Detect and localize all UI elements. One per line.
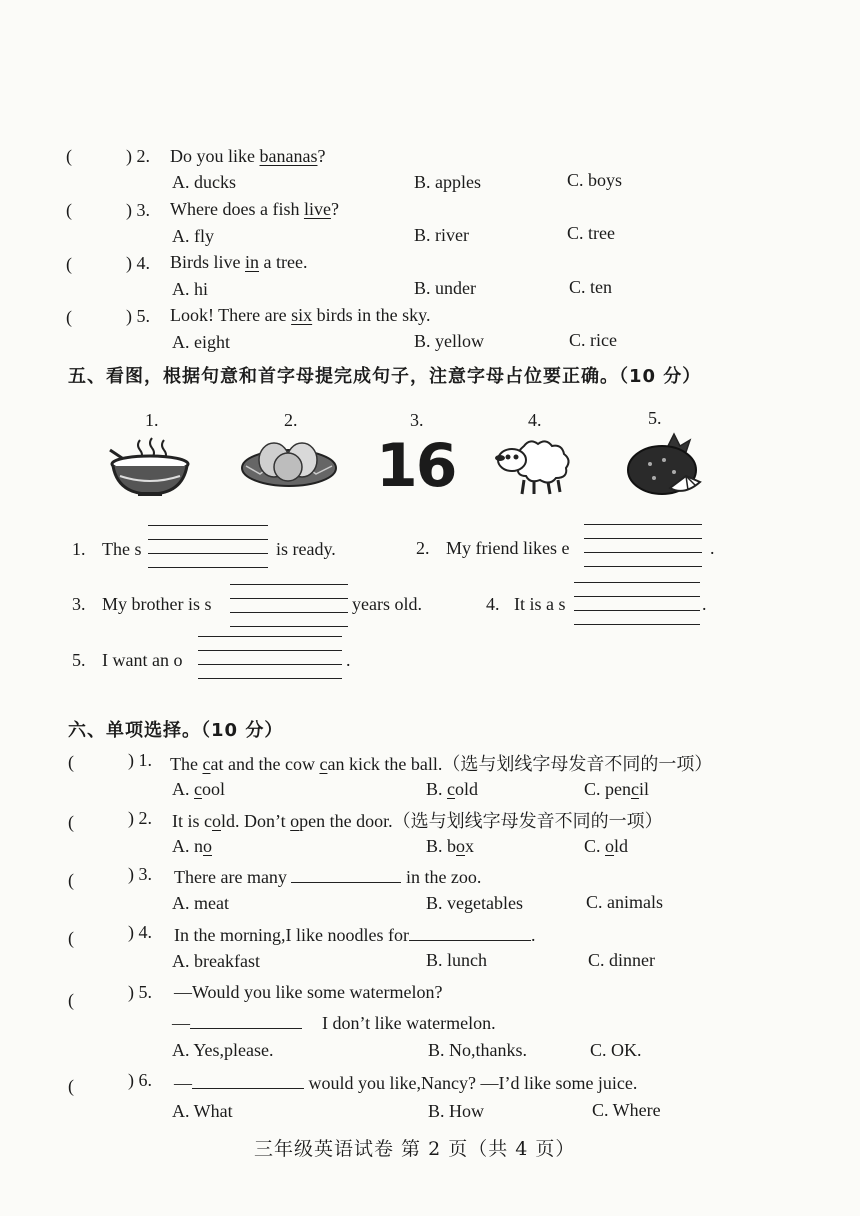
picture-number: 2.: [284, 410, 298, 430]
question-text: Do you like bananas?: [170, 146, 326, 166]
underlined-word: bananas: [259, 146, 318, 166]
sentence-number: 5.: [72, 650, 86, 670]
watermelon-icon: [624, 432, 704, 496]
option-b: B. river: [414, 225, 469, 245]
underlined-word: live: [303, 199, 331, 219]
option-a: A. hi: [172, 279, 208, 299]
question-text: In the morning,I like noodles for .: [174, 922, 535, 946]
sentence-suffix: is ready.: [276, 539, 336, 559]
sentence-prefix: The s: [102, 539, 142, 559]
question-text: —Would you like some watermelon?: [174, 982, 443, 1002]
option-b: B. apples: [414, 172, 481, 192]
eggs-in-nest-icon: [240, 434, 338, 490]
option-b: B. How: [428, 1101, 485, 1121]
sentence-prefix: My friend likes e: [446, 538, 570, 558]
option-c: C. rice: [569, 330, 617, 350]
sentence-prefix: It is a s: [514, 594, 566, 614]
option-b: B. lunch: [426, 950, 487, 970]
option-c: C. dinner: [588, 950, 655, 970]
sheep-icon: [494, 436, 578, 496]
option-c: C. pencil: [584, 779, 650, 799]
option-c: C. animals: [586, 892, 663, 912]
option-a: A. fly: [172, 226, 214, 246]
question-text: — would you like,Nancy? —I’d like some juice.: [174, 1070, 637, 1094]
question-text: There are many in the zoo.: [174, 864, 481, 888]
option-b: B. cold: [426, 779, 479, 799]
question-number: ) 4.: [128, 922, 152, 942]
question-number: ) 3.: [128, 864, 152, 884]
writing-lines[interactable]: [198, 636, 342, 678]
question-number: ) 2.: [126, 146, 150, 166]
option-b: B. vegetables: [426, 893, 523, 913]
writing-lines[interactable]: [230, 584, 348, 626]
option-a: A. What: [172, 1101, 233, 1121]
soup-bowl-icon: [108, 436, 192, 498]
option-c: C. Where: [592, 1100, 661, 1120]
sentence-number: 4.: [486, 594, 500, 614]
reply-line: — I don’t like watermelon.: [172, 1010, 496, 1034]
option-c: C. tree: [567, 223, 615, 243]
option-a: A. no: [172, 836, 212, 856]
page-footer: 三年级英语试卷 第 2 页（共 4 页）: [254, 1138, 576, 1160]
option-b: B. under: [414, 278, 476, 298]
sentence-suffix: .: [346, 650, 351, 670]
option-c: C. old: [584, 836, 629, 856]
question-text: Birds live in a tree.: [170, 252, 308, 272]
question-number: ) 6.: [128, 1070, 152, 1090]
question-number: ) 5.: [126, 306, 150, 326]
answer-blank[interactable]: [192, 1070, 304, 1089]
answer-paren: (: [68, 928, 74, 948]
option-c: C. OK.: [590, 1040, 642, 1060]
option-a: A. meat: [172, 893, 229, 913]
sentence-number: 2.: [416, 538, 430, 558]
picture-number: 1.: [145, 410, 159, 430]
writing-lines[interactable]: [148, 525, 268, 567]
answer-paren: (: [66, 200, 72, 220]
option-b: B. box: [426, 836, 475, 856]
picture-number: 5.: [648, 408, 662, 428]
option-a: A. cool: [172, 779, 226, 799]
sentence-suffix: .: [702, 594, 707, 614]
section6-heading: 六、单项选择。（10 分）: [68, 720, 284, 741]
answer-paren: (: [66, 146, 72, 166]
option-a: A. eight: [172, 332, 230, 352]
option-b: B. No,thanks.: [428, 1040, 527, 1060]
answer-paren: (: [68, 812, 74, 832]
answer-paren: (: [68, 752, 74, 772]
option-b: B. yellow: [414, 331, 484, 351]
sentence-prefix: My brother is s: [102, 594, 212, 614]
sentence-suffix: years old.: [352, 594, 422, 614]
question-number: ) 4.: [126, 253, 150, 273]
question-number: ) 5.: [128, 982, 152, 1002]
question-number: ) 1.: [128, 750, 152, 770]
question-number: ) 3.: [126, 200, 150, 220]
answer-paren: (: [68, 1076, 74, 1096]
answer-blank[interactable]: [409, 922, 531, 941]
picture-number: 3.: [410, 410, 424, 430]
sentence-suffix: .: [710, 538, 715, 558]
option-c: C. boys: [567, 170, 623, 190]
section5-heading: 五、看图，根据句意和首字母提完成句子，注意字母占位要正确。（10 分）: [68, 366, 702, 387]
answer-paren: (: [66, 254, 72, 274]
answer-paren: (: [68, 990, 74, 1010]
question-number: ) 2.: [128, 808, 152, 828]
underlined-word: in: [245, 252, 260, 272]
question-text: The cat and the cow can kick the ball.（选与划线字母发音不同的一项）: [170, 754, 713, 774]
answer-paren: (: [66, 307, 72, 327]
sentence-number: 1.: [72, 539, 86, 559]
question-text: Look! There are six birds in the sky.: [170, 305, 431, 325]
question-text: Where does a fish live?: [170, 199, 339, 219]
writing-lines[interactable]: [584, 524, 702, 566]
option-a: A. Yes,please.: [172, 1040, 274, 1060]
underlined-word: six: [291, 305, 313, 325]
writing-lines[interactable]: [574, 582, 700, 624]
sentence-prefix: I want an o: [102, 650, 183, 670]
question-text: It is cold. Don’t open the door.（选与划线字母发音不同的一项）: [172, 811, 663, 831]
number-16-icon: 16: [376, 431, 456, 501]
answer-paren: (: [68, 870, 74, 890]
sentence-number: 3.: [72, 594, 86, 614]
answer-blank[interactable]: [291, 864, 401, 883]
option-c: C. ten: [569, 277, 612, 297]
option-a: A. breakfast: [172, 951, 260, 971]
picture-number: 4.: [528, 410, 542, 430]
option-a: A. ducks: [172, 172, 236, 192]
answer-blank[interactable]: [190, 1010, 302, 1029]
